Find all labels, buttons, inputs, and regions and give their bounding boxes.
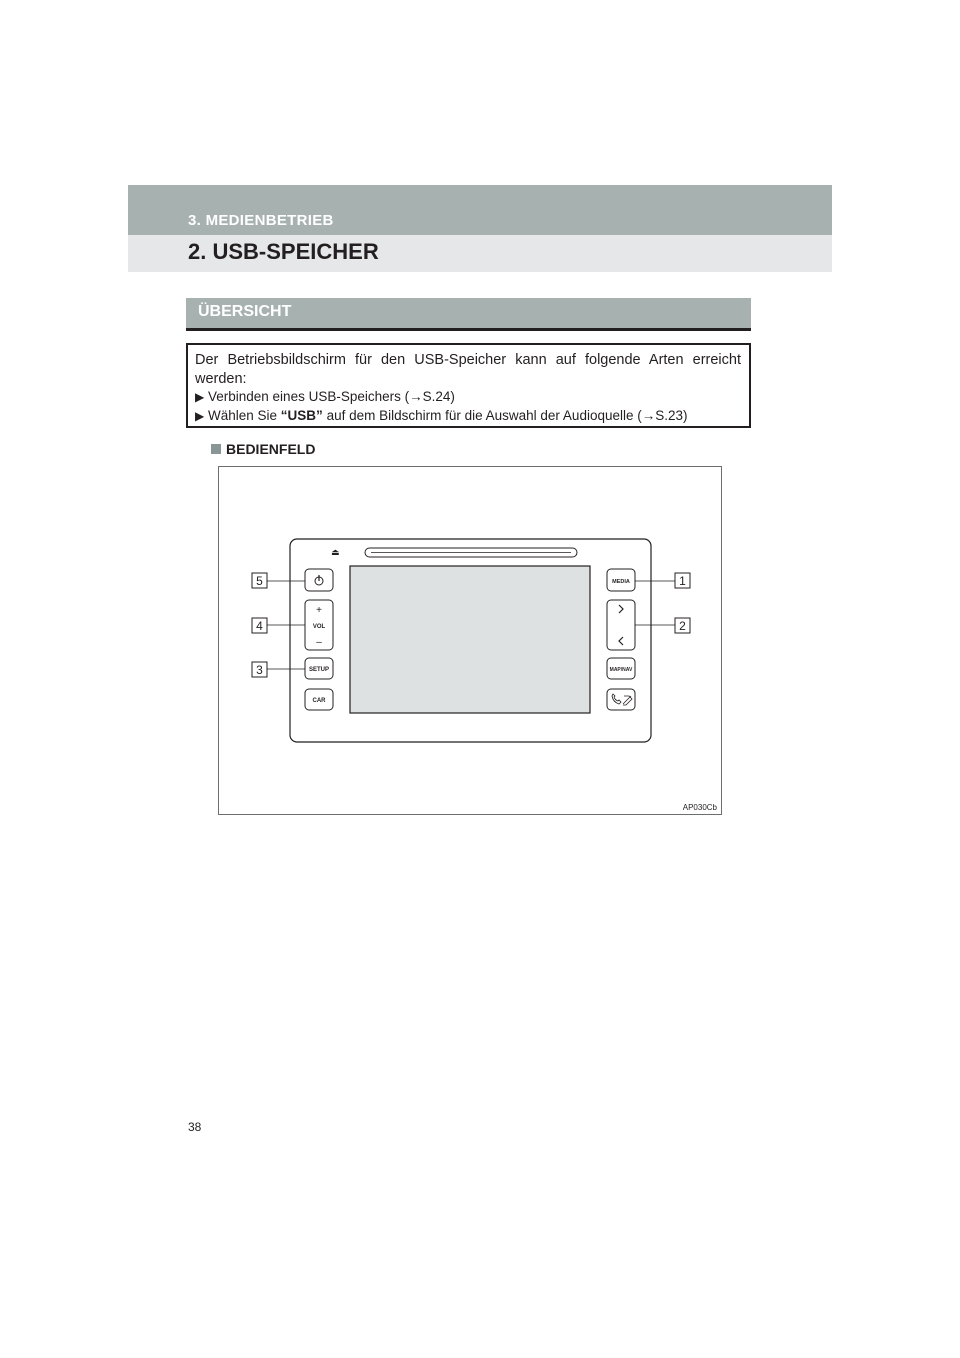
callout-3: 3 <box>256 663 263 677</box>
page-number: 38 <box>188 1120 202 1134</box>
map-nav-label: MAP/NAV <box>609 667 633 673</box>
callout-1: 1 <box>679 574 686 588</box>
info-intro: Der Betriebsbildschirm für den USB-Speicher kann auf folgende Arten erreicht werden: <box>195 352 741 387</box>
bullet-arrow-icon: ▶ <box>195 409 205 423</box>
volume-up-icon: + <box>316 605 322 616</box>
control-panel-illustration <box>219 467 721 814</box>
info-bullet-2-bold: “USB” <box>280 408 323 423</box>
info-bullet-1 <box>195 389 455 404</box>
figure-code: AP030Cb <box>682 803 717 812</box>
control-panel-figure <box>218 466 722 815</box>
info-bullet-2-post: auf dem Bildschirm für die Auswahl der Audioquelle (→S.23) <box>322 408 688 423</box>
subsection-heading <box>211 441 315 457</box>
info-bullet-1-text: Verbinden eines USB-Speichers (→S.24) <box>208 389 455 404</box>
info-box <box>186 343 751 428</box>
vol-label: VOL <box>312 624 326 630</box>
phone-button[interactable] <box>607 689 635 710</box>
media-label: MEDIA <box>612 579 630 585</box>
callout-4: 4 <box>256 619 263 633</box>
callout-5: 5 <box>256 574 263 588</box>
bullet-arrow-icon: ▶ <box>195 390 205 404</box>
subsection-title: BEDIENFELD <box>226 441 316 457</box>
car-label: CAR <box>312 698 326 704</box>
square-bullet-icon <box>211 444 221 454</box>
info-bullet-2 <box>195 408 688 423</box>
info-bullet-2-pre: Wählen Sie <box>208 408 281 423</box>
page-title: 2. USB-SPEICHER <box>188 239 379 264</box>
callout-2: 2 <box>679 619 686 633</box>
chapter-label: 3. MEDIENBETRIEB <box>188 212 334 229</box>
eject-icon: ⏏ <box>331 548 340 558</box>
section-header <box>186 298 751 331</box>
display-screen <box>350 566 590 713</box>
setup-label: SETUP <box>308 667 330 673</box>
volume-down-icon: – <box>316 637 322 648</box>
section-title: ÜBERSICHT <box>198 303 292 320</box>
